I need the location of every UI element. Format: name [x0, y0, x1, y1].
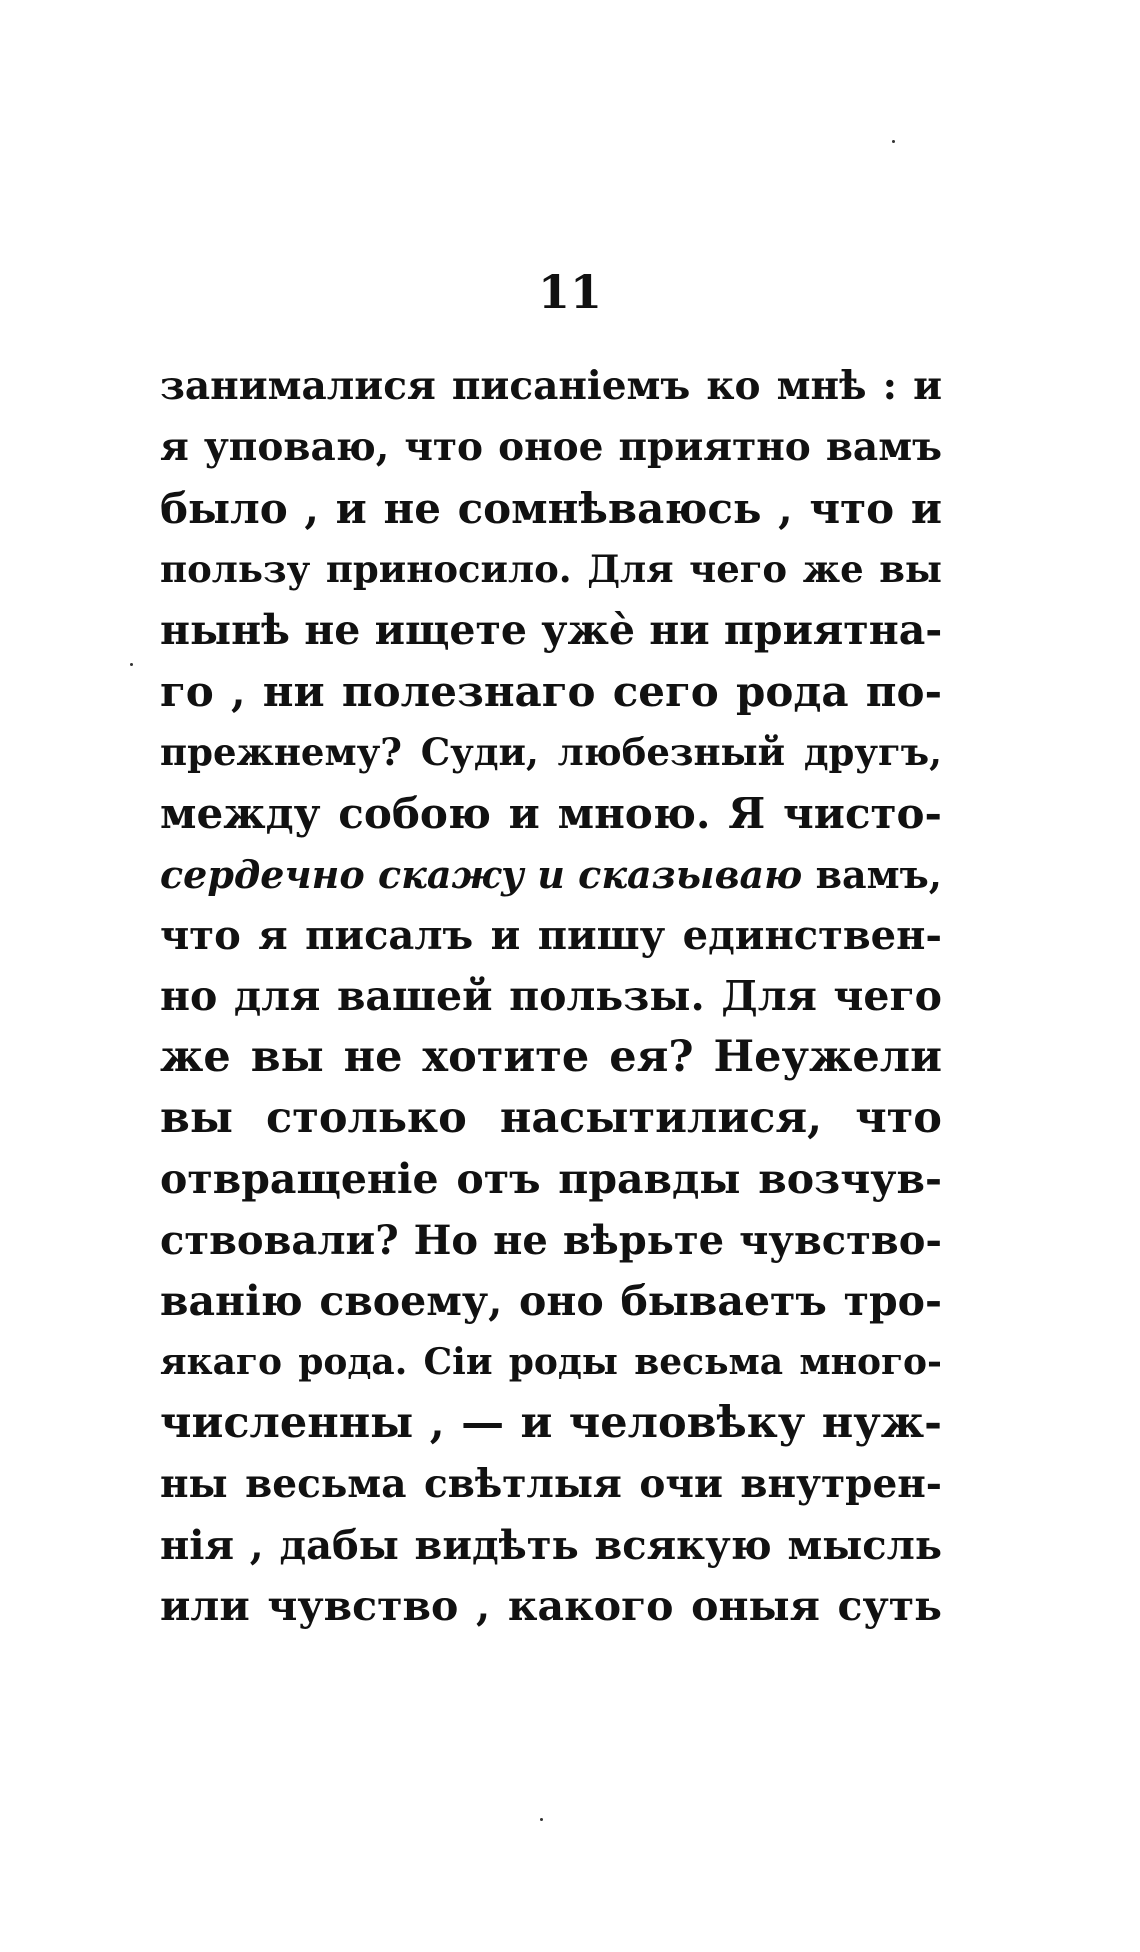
text-line: отвращеніе отъ правды возчув- — [160, 1155, 942, 1203]
paper-speck — [540, 1818, 543, 1821]
body-text — [160, 356, 942, 1637]
text-line: нія , дабы видѣть всякую мысль — [160, 1522, 942, 1569]
text-line: между собою и мною. Я чисто- — [160, 789, 942, 838]
text-line: нынѣ не ищете ужѐ ни приятна- — [160, 606, 943, 654]
text-line: я уповаю, что оное приятно вамъ — [160, 424, 942, 470]
text-line: вы столько насытилися, что — [160, 1093, 942, 1143]
paper-speck — [892, 140, 895, 143]
text-line: было , и не сомнѣваюсь , что и — [160, 484, 942, 533]
text-line: же вы не хотите ея? Неужели — [160, 1032, 942, 1082]
text-line: занималися писаніемъ ко мнѣ : и — [160, 363, 942, 409]
line-tail: вамъ, — [802, 852, 942, 897]
text-line: ны весьма свѣтлыя очи внутрен- — [160, 1461, 942, 1507]
text-line: ствовали? Но не вѣрьте чувство- — [160, 1217, 942, 1264]
text-line: но для вашей пользы. Для чего — [160, 972, 942, 1020]
text-line: якаго рода. Сіи роды весьма много- — [160, 1341, 942, 1383]
page-number: 11 — [537, 265, 602, 319]
text-line: что я писалъ и пишу единствен- — [160, 912, 942, 959]
text-line: или чувство , какого оныя суть — [160, 1582, 942, 1630]
text-line: прежнему? Суди, любезный другъ, — [160, 730, 942, 774]
text-line-mixed — [160, 844, 942, 905]
text-line: численны , — и человѣку нуж- — [160, 1398, 942, 1448]
paper-speck — [130, 663, 133, 666]
text-line: пользу приносило. Для чего же вы — [160, 547, 942, 591]
italic-phrase: сердечно скажу и сказываю — [160, 852, 803, 897]
text-line: го , ни полезнаго сего рода по- — [160, 667, 942, 716]
text-line: ванію своему, оно бываетъ тро- — [160, 1277, 942, 1325]
